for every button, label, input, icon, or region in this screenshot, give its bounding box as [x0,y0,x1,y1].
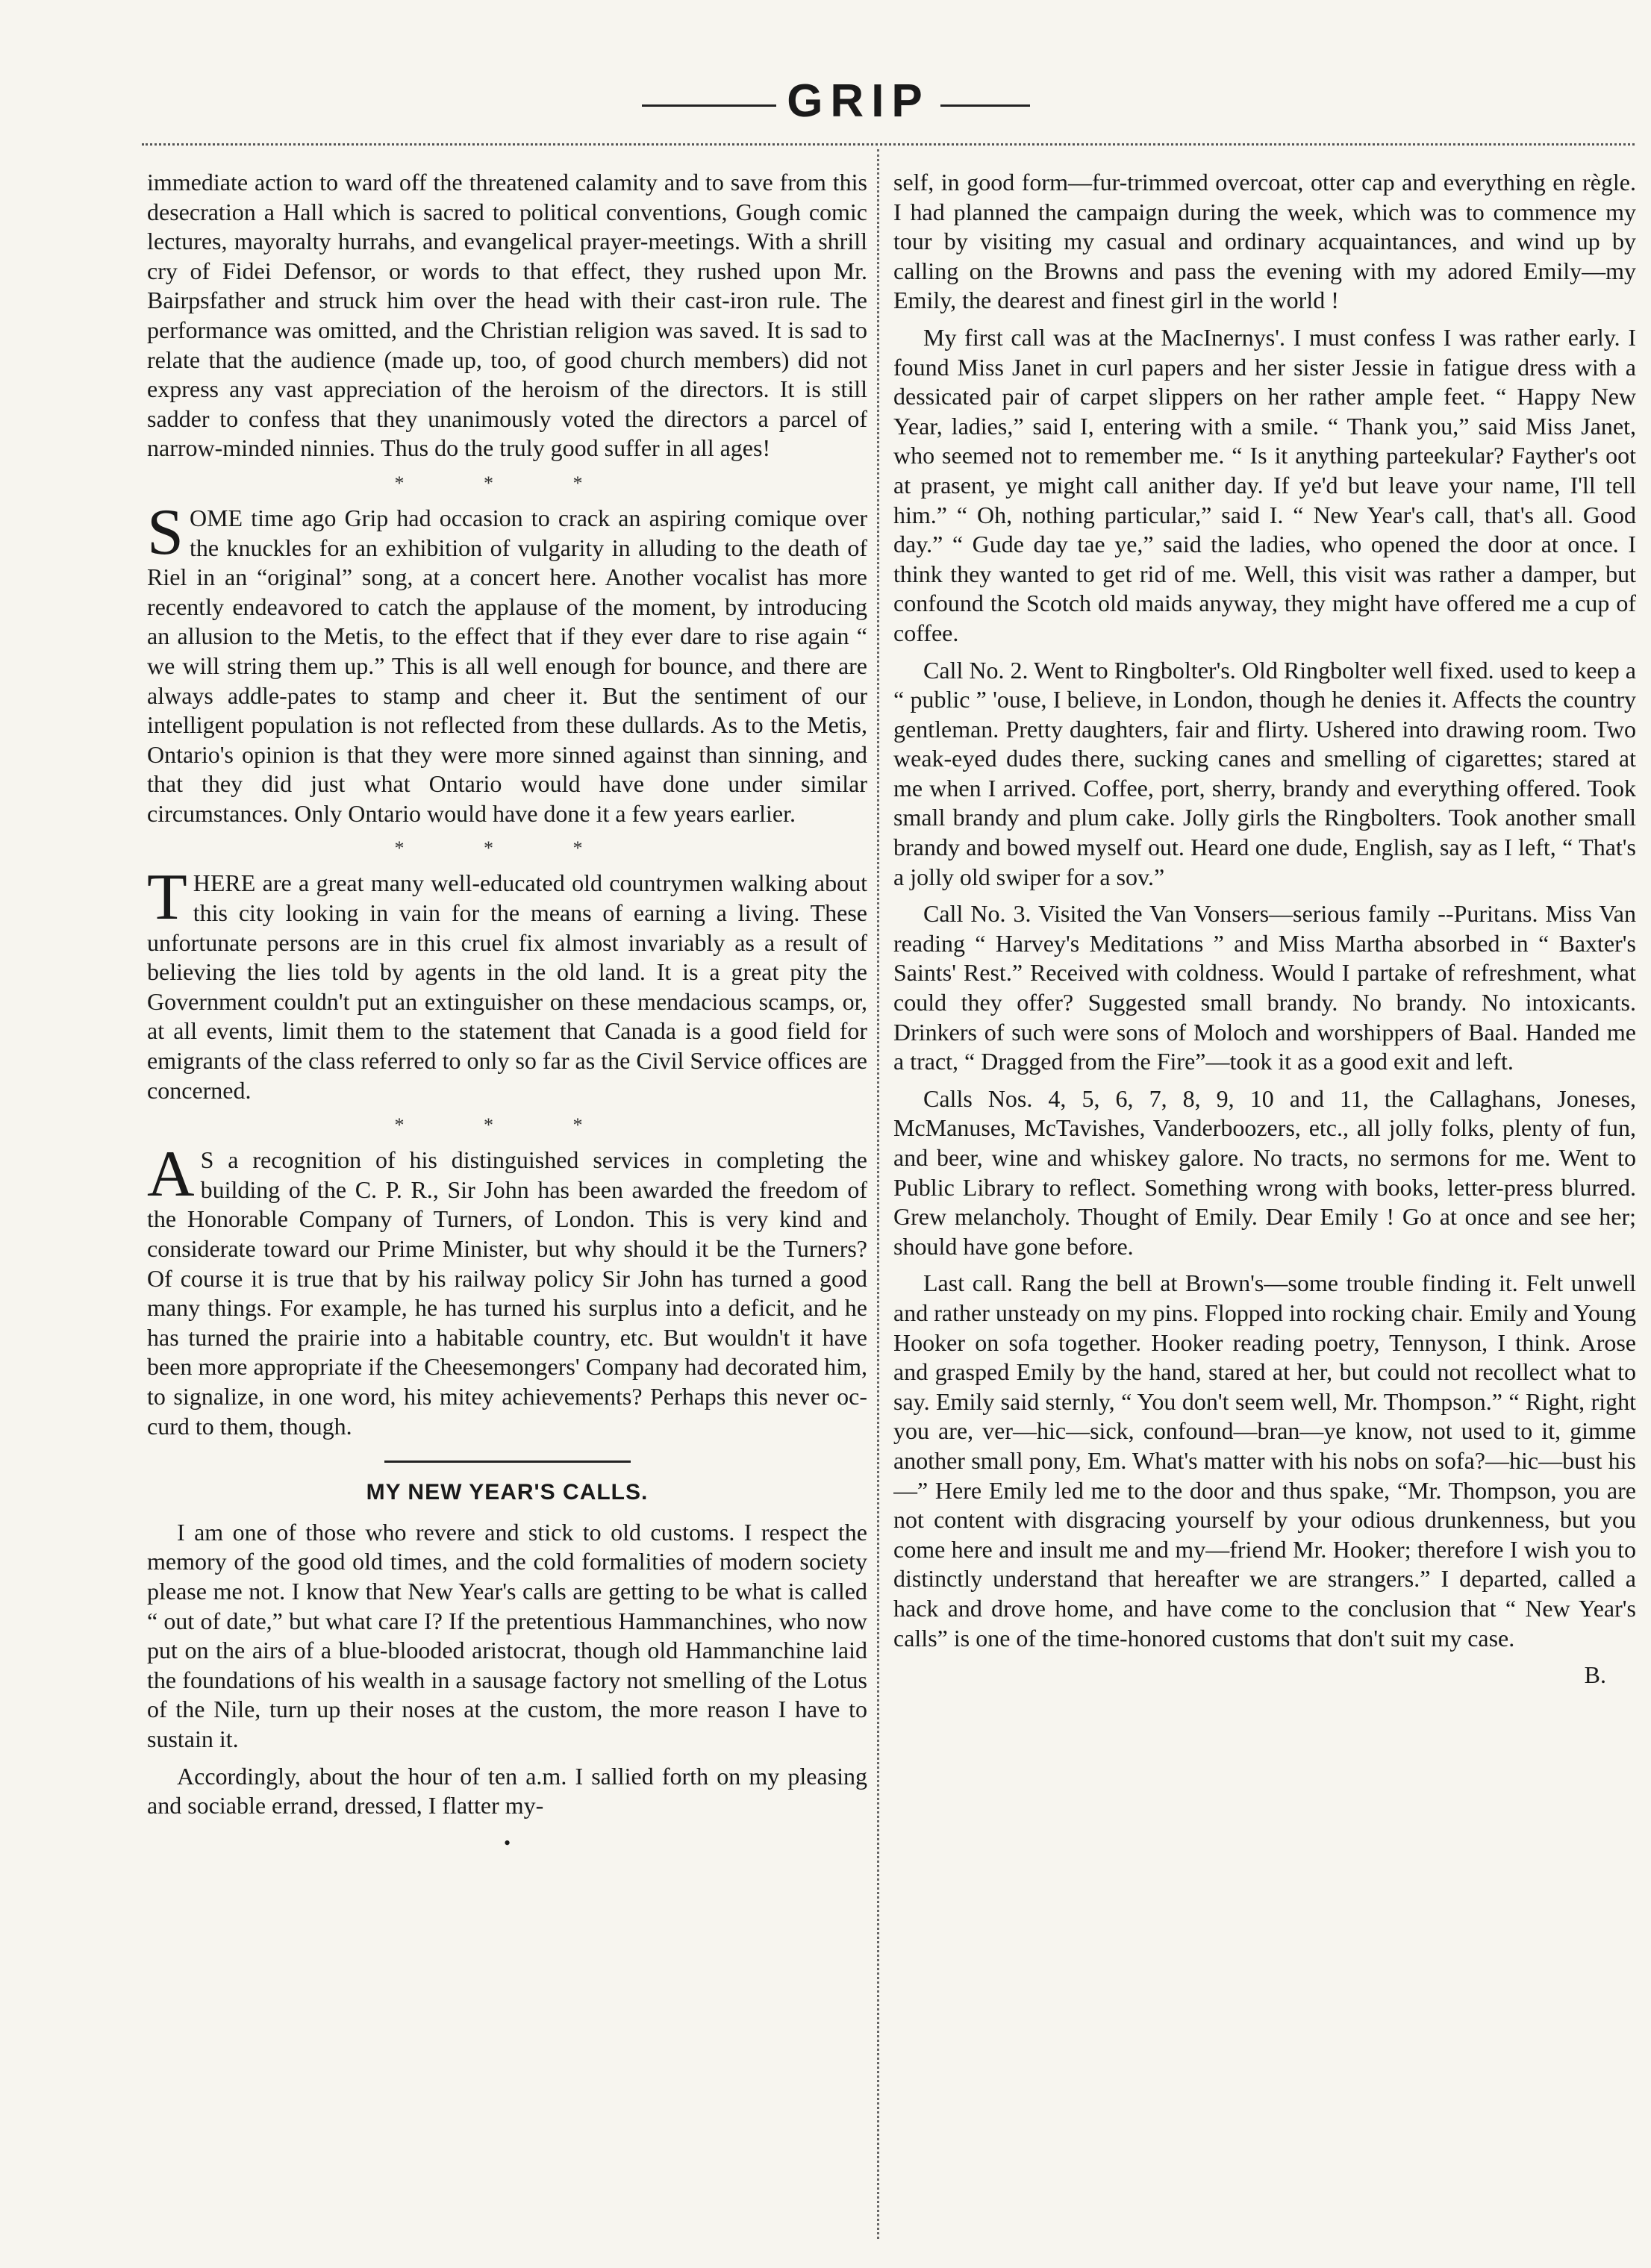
paragraph: Last call. Rang the bell at Brown's—some trouble finding it. Felt unwell and rather unsteady on my pins. Flopped into rocking chair. Emily and Young Hooker on sofa together. Hooker reading poetry, Tennyson, I think. Arose and grasped Emily by the hand, stared at her, but could not recollect what to say. Emily said sternly, “ You don't seem well, Mr. Thompson.” “ Right, right you are, ver—hic—sick, confound—bran—ye know, not used to it, gimme another small pony, Em. What's matter with his nobs on sofa?—hic—bust his—” Here Emily led me to the door and thus spake, “Mr. Thompson, you are not content with disgracing yourself by your odious drunkenness, but you come here and insult me and my—friend Mr. Hooker; therefore I wish you to distinctly understand that hereafter we are strangers.” I departed, called a hack and drove home, and have come to the conclusion that “ New Year's calls” is one of the time-honored customs that don't suit my case. [893,1269,1636,1652]
masthead-rule-left [642,104,776,107]
paragraph: SOME time ago Grip had occasion to crack an aspiring comique over the knuckles for an exhibition of vulgarity in alluding to the death of Riel in an “original” song, at a concert here. Another vocalist has more recently endeavored to catch the applause of the moment, by introducing an allusion to the Metis, to the effect that if they ever dare to rise again “ we will string them up.” This is all well enough for bounce, and there are always addle-pates to stamp and cheer it. But the sentiment of our intelligent population is not reflected from these dullards. As to the Metis, Ontario's opinion is that they were more sinned against than sinning, and that they did just what Ontario would have done under similar circumstances. Only Ontario would have done it a few years earlier. [147,496,867,827]
left-column [147,168,867,2198]
paragraph: THERE are a great many well-educated old countrymen walking about this city looking in vain for the means of earning a living. These unfortunate persons are in this cruel fix almost invariably as a result of believing the lies told by agents in the old land. It is a great pity the Government couldn't put an extinguisher on these mendacious scamps, or, at all events, limit them to the statement that Canada is a good field for emigrants of the class referred to only so far as the Civil Service offices are concerned. [147,861,867,1104]
right-column [893,168,1636,2198]
paragraph: immediate action to ward off the threatened calamity and to save from this desecration a Hall which is sacred to political conventions, Gough comic lectures, mayoralty hurrahs, and evangelical prayer-meetings. With a shrill cry of Fidei Defensor, or words to that effect, they rushed upon Mr. Bairpsfather and struck him over the head with their cast-iron rule. The performance was omitted, and the Christian religion was saved. It is sad to relate that the audience (made up, too, of good church members) did not express any vast appreciation of the heroism of the directors. It is still sadder to confess that they unanimously voted the directors a parcel of narrow-minded ninnies. Thus do the truly good suffer in all ages! [147,169,867,462]
masthead [0,75,1651,134]
paragraph: AS a recognition of his distinguished services in completing the building of the C. P. R., Sir John has been awarded the freedom of the Honorable Company of Turners, of London. This is very kind and considerate toward our Prime Minister, but why should it be the Turners? Of course it is true that by his railway policy Sir John has turned a good many things. For example, he has turned his surplus into a deficit, and he has turned the prairie into a habitable country, etc. But wouldn't it have been more appropriate if the Cheesemongers' Company had decorated him, to signalize, in one word, his mitey achievements? Perhaps this never oc-curd to them, though. [147,1138,867,1440]
paragraph: My first call was at the MacInernys'. I must confess I was rather early. I found Miss Janet in curl papers and her sister Jessie in fatigue dress with a dessicated pair of carpet slippers on her rather ample feet. “ Happy New Year, ladies,” said I, entering with a smile. “ Thank you,” said Miss Janet, who seemed not to remember me. “ Is it anything parteekular? Fayther's oot at prasent, ye might call anither day. If ye'd but leave your name, I'll tell him.” “ Oh, nothing particular,” said I. “ New Year's call, that's all. Good day.” “ Gude day tae ye,” said the ladies, who opened the door at once. I think they wanted to get rid of me. Well, this visit was rather a damper, but confound the Scotch old maids anyway, they might have offered me a cup of coffee. [893,323,1636,646]
section-separator: * * * [394,1114,620,1137]
paragraph: Accordingly, about the hour of ten a.m. I sallied forth on my pleasing and sociable errand, dressed, I flatter my- [147,1762,867,1819]
paragraph: I am one of those who revere and stick to old customs. I respect the memory of the good old times, and the cold formalities of modern society please me not. I know that New Year's calls are getting to be what is called “ out of date,” but what care I? If the pretentious Hammanchines, who now put on the airs of a blue-blooded aristocrat, though old Hammanchine laid the foundations of his wealth in a sausage factory not smelling of the Lotus of the Nile, turn up their noses at the custom, the more reason I have to sustain it. [147,1518,867,1752]
heading-rule [384,1461,631,1463]
end-mark: • [503,1831,511,1854]
paragraph: self, in good form—fur-trimmed overcoat, otter cap and everything en règle. I had planned the campaign during the week, which was to commence my tour by visiting my casual and ordinary acquaintances, and wind up by calling on the Browns and pass the evening with my adored Emily—my Emily, the dearest and finest girl in the world ! [893,169,1636,314]
article-heading: MY NEW YEAR'S CALLS. [366,1480,649,1505]
section-separator: * * * [394,837,620,860]
header-dotted-rule [142,143,1635,146]
masthead-rule-right [940,104,1030,107]
section-separator: * * * [394,472,620,494]
signature: B. [1584,1661,1606,1689]
column-divider [877,149,879,2239]
paragraph: Call No. 2. Went to Ringbolter's. Old Ringbolter well fixed. used to keep a “ public ” 'ouse, I believe, in London, though he denies it. Affects the country gentleman. Pretty daughters, fair and flirty. Ushered into drawing room. Two weak-eyed dudes there, sucking canes and smelling of cigarettes; stared at me when I arrived. Coffee, port, sherry, brandy and everything offered. Took small brandy and plum cake. Jolly girls the Ringbolters. Took another small brandy and bowed myself out. Heard one dude, English, say as I left, “ That's a jolly old swiper for a sov.” [893,656,1636,890]
masthead-title: GRIP [787,75,930,127]
paragraph: Calls Nos. 4, 5, 6, 7, 8, 9, 10 and 11, the Callaghans, Joneses, McManuses, McTavishes, Vanderboozers, etc., all jolly folks, plenty of fun, and beer, wine and whiskey galore. No tracts, no sermons for me. Went to Public Library to reflect. Something wrong with books, letter-press blurred. Grew melancholy. Thought of Emily. Dear Emily ! Go at once and see her; should have gone before. [893,1084,1636,1260]
paragraph: Call No. 3. Visited the Van Vonsers—serious family --Puritans. Miss Van reading “ Harvey's Meditations ” and Miss Martha absorbed in “ Baxter's Saints' Rest.” Received with coldness. Would I partake of refreshment, what could they offer? Suggested small brandy. No brandy. No intoxicants. Drinkers of such were sons of Moloch and worshippers of Baal. Handed me a tract, “ Dragged from the Fire”—took it as a good exit and left. [893,900,1636,1075]
